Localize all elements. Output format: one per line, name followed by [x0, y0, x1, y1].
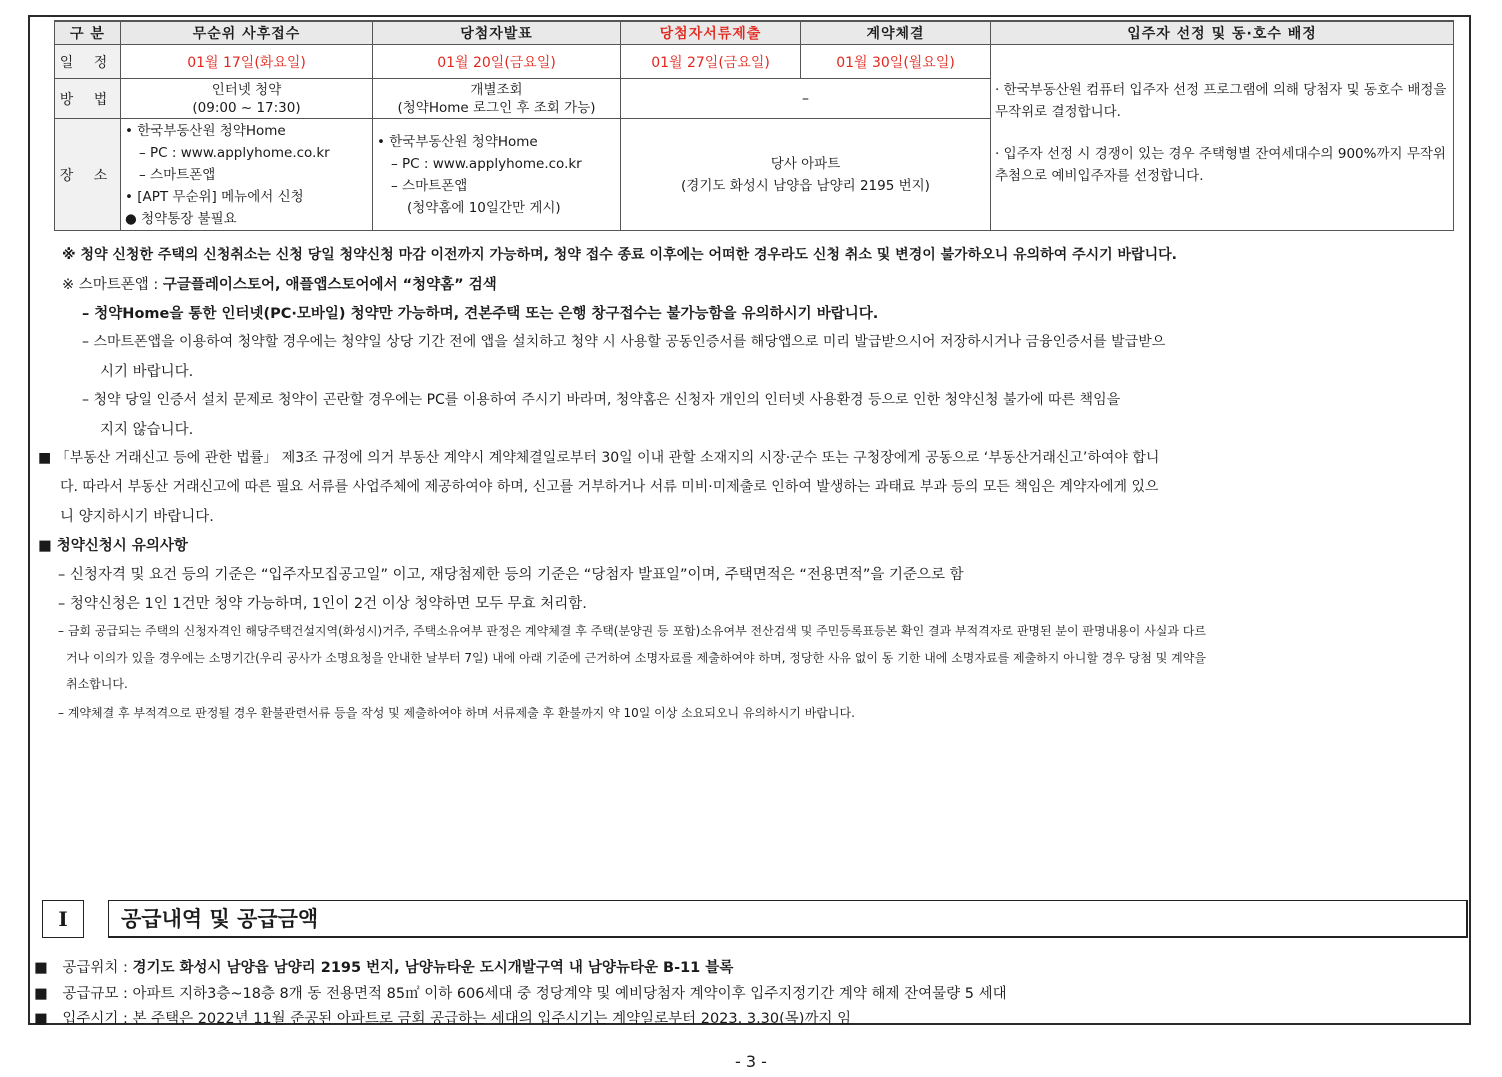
- caution-3c: 취소합니다.: [66, 677, 128, 691]
- date-announcement: 01월 20일(금요일): [373, 45, 621, 79]
- header-unranked-application: 무순위 사후접수: [121, 21, 373, 45]
- supply-location-label: 공급위치 :: [62, 960, 133, 976]
- date-application: 01월 17일(화요일): [121, 45, 373, 79]
- method-announcement-line2: (청약Home 로그인 후 조회 가능): [397, 99, 596, 116]
- place-app-item: • 한국부동산원 청약Home: [125, 122, 286, 139]
- header-contract: 계약체결: [801, 21, 991, 45]
- supply-scale: [34, 982, 1007, 1003]
- header-selection: 입주자 선정 및 동·호수 배정: [991, 21, 1454, 45]
- note-law-3: 니 양지하시기 바랍니다.: [60, 509, 214, 525]
- note-cert-issue-1: – 청약 당일 인증서 설치 문제로 청약이 곤란할 경우에는 PC를 이용하여 주시기 바라며, 청약홈은 신청자 개인의 인터넷 사용환경 등으로 인한 청약신청 불가에 따른 책임을: [82, 392, 1121, 408]
- method-application-line2: (09:00 ~ 17:30): [192, 99, 301, 116]
- method-application: [121, 79, 373, 119]
- section-heading: [42, 900, 1468, 938]
- note-internet-only: – 청약Home을 통한 인터넷(PC·모바일) 청약만 가능하며, 견본주택 또는 은행 창구접수는 불가능함을 유의하시기 바랍니다.: [82, 306, 879, 322]
- caution-2: – 청약신청은 1인 1건만 청약 가능하며, 1인이 2건 이상 청약하면 모두 무효 처리함.: [58, 596, 587, 612]
- note-smartphone-prefix: ※ 스마트폰앱 :: [62, 277, 163, 293]
- row-label-schedule: 일 정: [55, 45, 121, 79]
- header-winner-announcement: 당첨자발표: [373, 21, 621, 45]
- row-label-method: 방 법: [55, 79, 121, 119]
- section-title: 공급내역 및 공급금액: [108, 900, 1468, 938]
- supply-location: [34, 956, 733, 977]
- header-document-submission: 당첨자서류제출: [621, 21, 801, 45]
- place-ann-item: (청약홈에 10일간만 게시): [407, 199, 561, 216]
- method-announcement-line1: 개별조회: [470, 81, 523, 98]
- page-number: - 3 -: [735, 1052, 767, 1071]
- schedule-table: [54, 20, 1454, 231]
- method-application-line1: 인터넷 청약: [211, 81, 282, 98]
- note-law-2: 다. 따라서 부동산 거래신고에 따른 필요 서류를 사업주체에 제공하여야 하며, 신고를 거부하거나 서류 미비·미제출로 인하여 발생하는 과태료 부과 등의 모든 책임은 계약자에게 있으: [60, 479, 1159, 495]
- date-contract: 01월 30일(월요일): [801, 45, 991, 79]
- note-cancellation: ※ 청약 신청한 주택의 신청취소는 신청 당일 청약신청 마감 이전까지 가능하며, 청약 접수 종료 이후에는 어떠한 경우라도 신청 취소 및 변경이 불가하오니 유의하여 주시기 바랍니다.: [62, 247, 1177, 263]
- date-documents: 01월 27일(금요일): [621, 45, 801, 79]
- supply-movein-text: 입주시기 : 본 주택은 2022년 11월 준공된 아파트로 금회 공급하는 세대의 입주시기는 계약일로부터 2023. 3.30(목)까지 임: [62, 1011, 852, 1027]
- place-ann-item: – PC : www.applyhome.co.kr: [391, 155, 582, 172]
- supply-scale-text: 공급규모 : 아파트 지하3층~18층 8개 동 전용면적 85㎡ 이하 606세대 중 정당계약 및 예비당첨자 계약이후 입주지정기간 계약 해제 잔여물량 5 세대: [62, 986, 1007, 1002]
- method-documents-contract: –: [621, 79, 991, 119]
- section-number: I: [42, 900, 84, 938]
- place-announcement: [373, 119, 621, 231]
- table-header-row: [55, 21, 1454, 45]
- caution-title: ■ 청약신청시 유의사항: [38, 538, 188, 554]
- place-application: [121, 119, 373, 231]
- note-law-1: ■ 「부동산 거래신고 등에 관한 법률」 제3조 규정에 의거 부동산 계약시 계약체결일로부터 30일 이내 관할 소재지의 시장·군수 또는 구청장에게 공동으로 ‘부동산거래신고’하여야 합니: [38, 450, 1160, 466]
- place-ann-item: – 스마트폰앱: [391, 177, 468, 194]
- selection-text-1: · 한국부동산원 컴퓨터 입주자 선정 프로그램에 의해 당첨자 및 동호수 배정을 무작위로 결정합니다.: [995, 82, 1447, 120]
- caution-3a: – 금회 공급되는 주택의 신청자격인 해당주택건설지역(화성시)거주, 주택소유여부 판정은 계약체결 후 주택(분양권 등 포함)소유여부 전산검색 및 주민등록표등본 확인 결과 부적격자로 판명된 분이 판명내용이 사실과 다르: [58, 624, 1206, 638]
- method-announcement: [373, 79, 621, 119]
- note-smartphone-search: 구글플레이스토어, 애플앱스토어에서 “청약홈” 검색: [162, 277, 497, 293]
- place-office-line1: 당사 아파트: [770, 155, 841, 172]
- note-app-cert-2: 시기 바랍니다.: [100, 364, 194, 380]
- selection-description: [991, 45, 1454, 231]
- place-app-item: ● 청약통장 불필요: [125, 210, 237, 227]
- header-category: 구 분: [55, 21, 121, 45]
- place-ann-item: • 한국부동산원 청약Home: [377, 133, 538, 150]
- caution-3b: 거나 이의가 있을 경우에는 소명기간(우리 공사가 소명요청을 안내한 날부터 7일) 내에 아래 기준에 근거하여 소명자료를 제출하여야 하며, 정당한 사유 없이 동 기한 내에 소명자료를 제출하지 아니할 경우 당첨 및 계약을: [66, 651, 1206, 665]
- place-app-item: – 스마트폰앱: [139, 166, 216, 183]
- note-app-cert-1: – 스마트폰앱을 이용하여 청약할 경우에는 청약일 상당 기간 전에 앱을 설치하고 청약 시 사용할 공동인증서를 해당앱으로 미리 발급받으시어 저장하시거나 금융인증서를 발급받으: [82, 334, 1166, 350]
- caution-1: – 신청자격 및 요건 등의 기준은 “입주자모집공고일” 이고, 재당첨제한 등의 기준은 “당첨자 발표일”이며, 주택면적은 “전용면적”을 기준으로 함: [58, 567, 964, 583]
- note-smartphone-app: [62, 273, 497, 294]
- table-row-schedule: [55, 45, 1454, 79]
- supply-movein: [34, 1007, 851, 1028]
- place-app-item: • [APT 무순위] 메뉴에서 신청: [125, 188, 304, 205]
- selection-text-2: · 입주자 선정 시 경쟁이 있는 경우 주택형별 잔여세대수의 900%까지 무작위 추첨으로 예비입주자를 선정합니다.: [995, 146, 1446, 184]
- row-label-place: 장 소: [55, 119, 121, 231]
- place-app-item: – PC : www.applyhome.co.kr: [139, 144, 330, 161]
- place-documents-contract: [621, 119, 991, 231]
- note-cert-issue-2: 지지 않습니다.: [100, 422, 194, 438]
- place-office-line2: (경기도 화성시 남양읍 남양리 2195 번지): [681, 177, 930, 194]
- supply-location-value: 경기도 화성시 남양읍 남양리 2195 번지, 남양뉴타운 도시개발구역 내 남양뉴타운 B-11 블록: [132, 960, 734, 976]
- caution-4: – 계약체결 후 부적격으로 판정될 경우 환불관련서류 등을 작성 및 제출하여야 하며 서류제출 후 환불까지 약 10일 이상 소요되오니 유의하시기 바랍니다.: [58, 706, 855, 720]
